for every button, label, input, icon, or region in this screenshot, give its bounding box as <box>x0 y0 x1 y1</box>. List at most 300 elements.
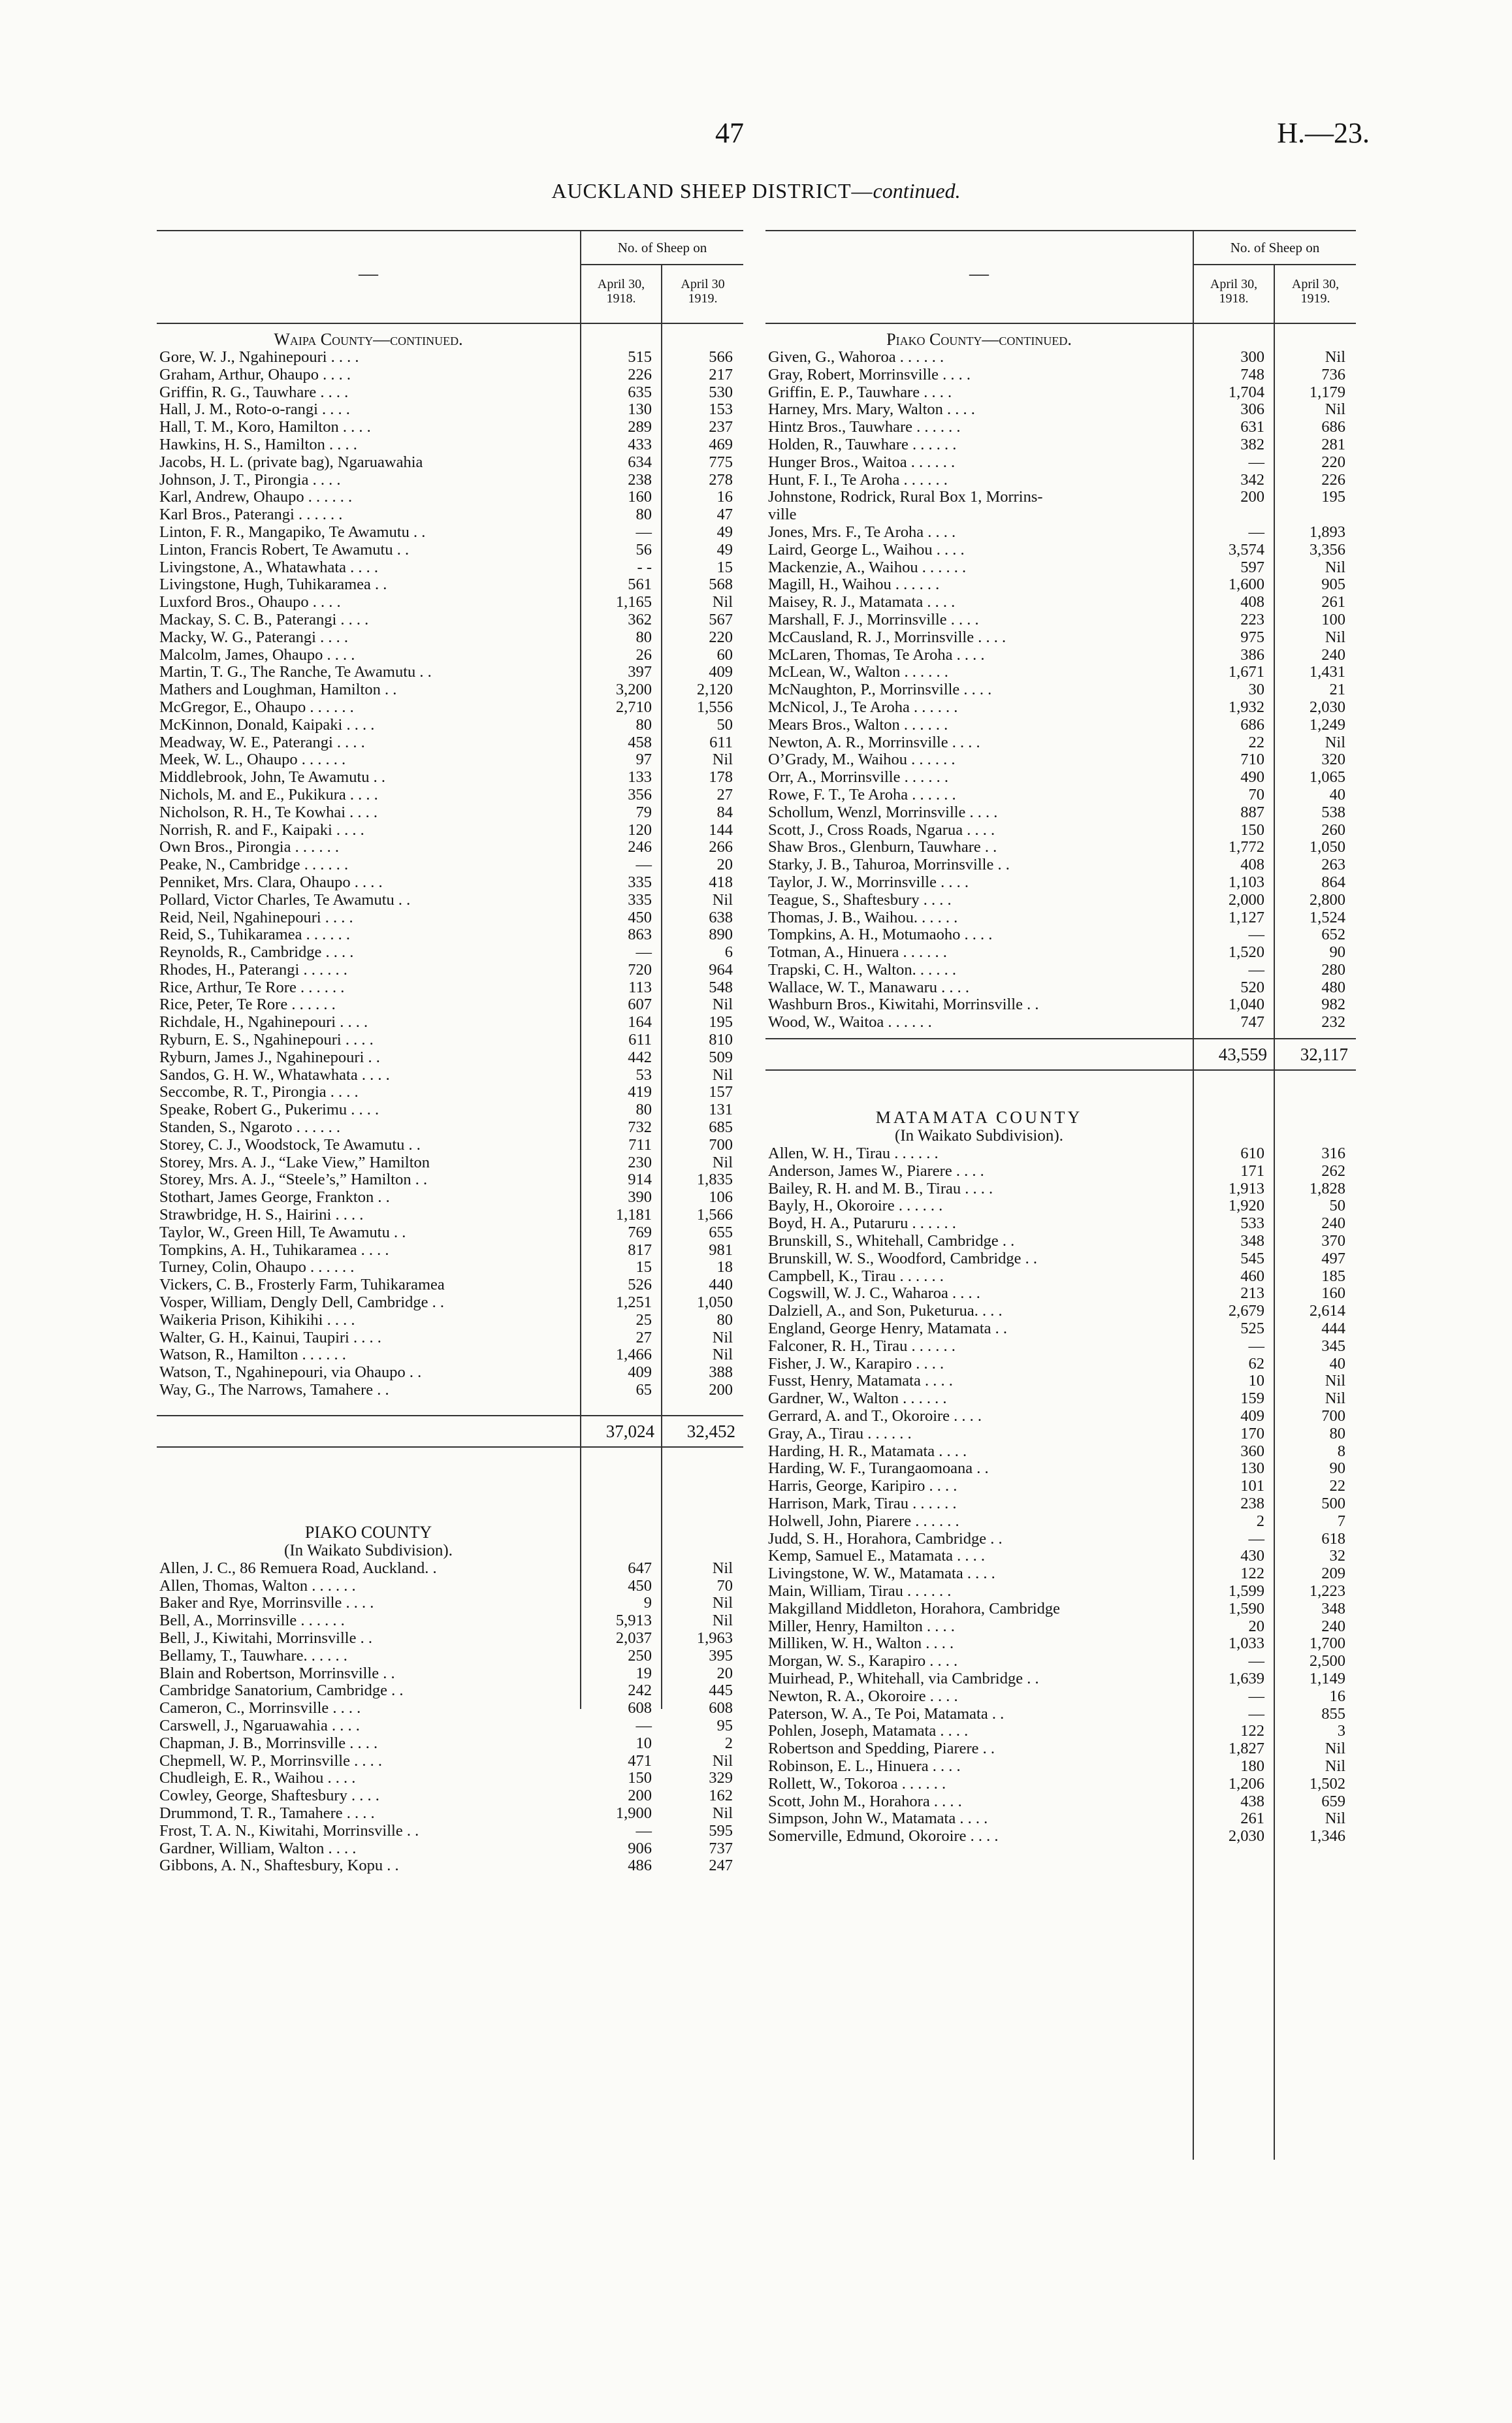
sheep-1918: 3,200 <box>615 681 652 699</box>
owner-name: Holden, R., Tauwhare . . . . . . <box>768 436 957 453</box>
sheep-1919: 981 <box>709 1241 733 1259</box>
sheep-1919: Nil <box>1325 1810 1345 1828</box>
sheep-1919: 700 <box>1321 1407 1345 1425</box>
sheep-1918: 160 <box>628 488 652 506</box>
table-row <box>765 1828 1356 1846</box>
sheep-1918: 250 <box>628 1646 652 1665</box>
owner-name: McLaren, Thomas, Te Aroha . . . . <box>768 646 985 664</box>
sheep-1918: 1,600 <box>1228 576 1264 594</box>
table-row <box>765 472 1356 489</box>
owner-name: Morgan, W. S., Karapiro . . . . <box>768 1653 958 1670</box>
owner-name: Karl, Andrew, Ohaupo . . . . . . <box>159 489 353 506</box>
sheep-1918: 56 <box>635 540 652 559</box>
sheep-1919: 1,556 <box>696 698 733 716</box>
table-row <box>765 1513 1356 1531</box>
owner-name: Harrison, Mark, Tirau . . . . . . <box>768 1495 957 1513</box>
owner-name: Hunger Bros., Waitoa . . . . . . <box>768 453 956 471</box>
table-row <box>157 1119 743 1137</box>
sheep-1919: 1,179 <box>1309 383 1345 401</box>
table-row <box>765 1303 1356 1320</box>
sheep-1919: 775 <box>709 453 733 471</box>
sheep-1919: 262 <box>1321 1162 1345 1180</box>
owner-name: Luxford Bros., Ohaupo . . . . <box>159 594 341 611</box>
sheep-1919: 905 <box>1321 576 1345 594</box>
owner-name: Chepmell, W. P., Morrinsville . . . . <box>159 1752 382 1770</box>
owner-name: Marshall, F. J., Morrinsville . . . . <box>768 611 979 628</box>
table-row <box>765 944 1356 962</box>
owner-name: Robinson, E. L., Hinuera . . . . <box>768 1757 961 1775</box>
left-column <box>157 230 743 1875</box>
sheep-1919: 220 <box>709 628 733 646</box>
table-row <box>765 489 1356 506</box>
table-row <box>157 524 743 542</box>
sheep-1918: 442 <box>628 1048 652 1066</box>
sheep-1918: 471 <box>628 1751 652 1770</box>
sheep-1918: 710 <box>1240 751 1264 769</box>
table-row <box>157 664 743 681</box>
owner-name: Own Bros., Pirongia . . . . . . <box>159 839 339 856</box>
sheep-1918: 335 <box>628 873 652 891</box>
sheep-1919: 1,249 <box>1309 715 1345 734</box>
owner-name: Standen, S., Ngaroto . . . . . . <box>159 1119 340 1137</box>
sheep-1918: 561 <box>628 576 652 594</box>
sheep-1918: — <box>635 943 652 962</box>
owner-name: Livingstone, W. W., Matamata . . . . <box>768 1565 995 1583</box>
owner-name: Schollum, Wenzl, Morrinsville . . . . <box>768 804 998 821</box>
table-row <box>157 647 743 664</box>
sheep-1919: 1,502 <box>1309 1774 1345 1793</box>
sheep-1919: 195 <box>1321 488 1345 506</box>
sheep-1918: 486 <box>628 1857 652 1875</box>
sheep-1919: 1,065 <box>1309 768 1345 787</box>
owner-name: Cowley, George, Shaftesbury . . . . <box>159 1787 379 1805</box>
sheep-1919: 217 <box>709 365 733 383</box>
sheep-1918: 238 <box>1240 1495 1264 1513</box>
sheep-1919: Nil <box>1325 558 1345 576</box>
sheep-1918: 10 <box>1248 1372 1264 1390</box>
sheep-1918: — <box>1248 926 1264 944</box>
table-row <box>157 926 743 944</box>
owner-name: Griffin, E. P., Tauwhare . . . . <box>768 383 952 401</box>
sheep-1919: 84 <box>716 803 733 821</box>
table-row <box>765 1670 1356 1688</box>
table-row <box>765 419 1356 436</box>
sheep-1919: 395 <box>709 1646 733 1665</box>
sheep-1918: 171 <box>1240 1162 1264 1180</box>
sheep-1919: Nil <box>712 1559 733 1577</box>
sheep-1918: 458 <box>628 733 652 751</box>
table-row <box>157 734 743 752</box>
sheep-1919: 32 <box>1329 1547 1345 1565</box>
sheep-1918: 80 <box>635 1101 652 1119</box>
sheep-1919: Nil <box>1325 1390 1345 1408</box>
sheep-1918: 1,033 <box>1228 1634 1264 1653</box>
owner-name: Linton, F. R., Mangapiko, Te Awamutu . . <box>159 523 426 541</box>
table-row <box>765 1145 1356 1163</box>
sheep-1918: 130 <box>1240 1459 1264 1478</box>
table-row <box>157 1823 743 1840</box>
sheep-1918: 1,103 <box>1228 873 1264 891</box>
sheep-1918: — <box>1248 1687 1264 1705</box>
sheep-1918: 526 <box>628 1276 652 1294</box>
sheep-1918: 720 <box>628 960 652 979</box>
section-title-piako: PIAKO COUNTY <box>304 1522 432 1542</box>
sheep-1919: 226 <box>1321 470 1345 489</box>
sheep-1919: 2,500 <box>1309 1652 1345 1670</box>
sheep-1919: 49 <box>716 540 733 559</box>
owner-name: Gore, W. J., Ngahinepouri . . . . <box>159 349 359 366</box>
table-row <box>157 909 743 927</box>
sheep-1918 <box>1193 506 1274 524</box>
sheep-1918: 419 <box>628 1083 652 1101</box>
table-row <box>765 629 1356 647</box>
sheep-1918: 408 <box>1240 856 1264 874</box>
sheep-1919: 144 <box>709 821 733 839</box>
section-subtitle-matamata: (In Waikato Subdivision). <box>895 1127 1063 1145</box>
sheep-1918: 348 <box>1240 1232 1264 1250</box>
table-row <box>157 1595 743 1612</box>
sheep-1919: 27 <box>716 785 733 804</box>
sheep-1919: 162 <box>709 1787 733 1805</box>
sheep-1918: 101 <box>1240 1477 1264 1495</box>
owner-name: Peake, N., Cambridge . . . . . . <box>159 856 349 874</box>
owner-name: Totman, A., Hinuera . . . . . . <box>768 944 947 962</box>
owner-name: Nicholson, R. H., Te Kowhai . . . . <box>159 804 378 821</box>
sheep-1919: 266 <box>709 838 733 856</box>
document-reference: H.—23. <box>1277 117 1370 149</box>
table-row <box>765 769 1356 787</box>
sheep-1919: Nil <box>712 1346 733 1364</box>
sheep-1919: Nil <box>712 1065 733 1084</box>
sheep-1918: 1,671 <box>1228 663 1264 681</box>
sheep-1918: - - <box>637 558 652 576</box>
owner-name: Storey, Mrs. A. J., “Steele’s,” Hamilton . . <box>159 1171 428 1189</box>
table-row <box>765 822 1356 839</box>
owner-name: McLean, W., Walton . . . . . . <box>768 664 948 681</box>
owner-name: Kemp, Samuel E., Matamata . . . . <box>768 1548 986 1565</box>
sheep-1918: 20 <box>1248 1617 1264 1635</box>
sheep-1919: 638 <box>709 908 733 926</box>
table-row <box>765 1338 1356 1356</box>
owner-name: Cambridge Sanatorium, Cambridge . . <box>159 1682 404 1700</box>
table-row <box>765 1443 1356 1461</box>
sheep-1919: 220 <box>1321 453 1345 471</box>
sheep-1918: — <box>1248 1704 1264 1723</box>
owner-name: Mathers and Loughman, Hamilton . . <box>159 681 397 699</box>
table-row <box>157 1770 743 1787</box>
table-row <box>765 874 1356 892</box>
sheep-1918: 53 <box>635 1065 652 1084</box>
owner-name: Rice, Peter, Te Rore . . . . . . <box>159 996 336 1014</box>
table-row <box>157 629 743 647</box>
owner-name: Brunskill, W. S., Woodford, Cambridge . . <box>768 1250 1038 1267</box>
table-row <box>157 472 743 489</box>
sheep-1918: 226 <box>628 365 652 383</box>
table-row <box>765 1810 1356 1828</box>
sheep-1918: 711 <box>628 1135 652 1154</box>
owner-name: Ryburn, E. S., Ngahinepouri . . . . <box>159 1032 374 1049</box>
table-row <box>157 576 743 594</box>
table-row <box>157 822 743 839</box>
sheep-1918: 80 <box>635 628 652 646</box>
owner-name: Fisher, J. W., Karapiro . . . . <box>768 1355 944 1373</box>
sheep-1918: 533 <box>1240 1214 1264 1233</box>
sheep-1918: 450 <box>628 1576 652 1595</box>
owner-name: Hall, J. M., Roto-o-rangi . . . . <box>159 401 350 419</box>
sheep-1918: 597 <box>1240 558 1264 576</box>
owner-name: Falconer, R. H., Tirau . . . . . . <box>768 1337 956 1355</box>
sheep-1918: 647 <box>628 1559 652 1577</box>
table-row <box>765 1776 1356 1793</box>
sheep-1918: 242 <box>628 1682 652 1700</box>
table-row <box>765 611 1356 629</box>
table-row <box>765 594 1356 611</box>
sheep-1918: 10 <box>635 1734 652 1752</box>
header-sheep-count: No. of Sheep on <box>580 231 743 265</box>
sheep-1919: 3 <box>1337 1722 1345 1740</box>
sheep-1918: 1,704 <box>1228 383 1264 401</box>
sheep-1919: 60 <box>716 645 733 664</box>
sheep-1918: 159 <box>1240 1390 1264 1408</box>
owner-name: Main, William, Tirau . . . . . . <box>768 1583 952 1600</box>
owner-name: Strawbridge, H. S., Hairini . . . . <box>159 1207 364 1224</box>
table-row <box>157 1578 743 1595</box>
sheep-1918: 2,710 <box>615 698 652 716</box>
sheep-1919: 982 <box>1321 996 1345 1014</box>
sheep-1919: 90 <box>1329 943 1345 962</box>
table-row <box>765 1653 1356 1670</box>
sheep-1919: 157 <box>709 1083 733 1101</box>
table-row <box>765 559 1356 577</box>
sheep-1919: 50 <box>716 715 733 734</box>
sheep-1918: 200 <box>628 1787 652 1805</box>
owner-name: Nichols, M. and E., Pukikura . . . . <box>159 786 378 804</box>
sheep-1918: 27 <box>635 1328 652 1346</box>
sheep-1918: 65 <box>635 1381 652 1399</box>
sheep-1919: 20 <box>716 1664 733 1682</box>
owner-name: Storey, Mrs. A. J., “Lake View,” Hamilton <box>159 1154 430 1171</box>
table-row <box>765 1390 1356 1408</box>
sheep-1918: 1,206 <box>1228 1774 1264 1793</box>
table-row <box>765 856 1356 874</box>
sheep-1918: 122 <box>1240 1722 1264 1740</box>
owner-name: Allen, Thomas, Walton . . . . . . <box>159 1577 356 1595</box>
sheep-1918: 261 <box>1240 1810 1264 1828</box>
sheep-1918: 306 <box>1240 400 1264 419</box>
owner-name: Reynolds, R., Cambridge . . . . <box>159 944 354 962</box>
sheep-1918: 686 <box>1240 715 1264 734</box>
owner-name: Speake, Robert G., Pukerimu . . . . <box>159 1101 379 1119</box>
table-row <box>765 1706 1356 1723</box>
sheep-1919: 22 <box>1329 1477 1345 1495</box>
owner-name: Boyd, H. A., Putaruru . . . . . . <box>768 1215 956 1233</box>
owner-name: Griffin, R. G., Tauwhare . . . . <box>159 383 349 401</box>
table-row <box>157 1735 743 1753</box>
sheep-1918: 520 <box>1240 978 1264 996</box>
sheep-1918: 1,827 <box>1228 1740 1264 1758</box>
sheep-1919: 49 <box>716 523 733 541</box>
sheep-1918: 382 <box>1240 435 1264 453</box>
table-row <box>765 1758 1356 1776</box>
sheep-1918: 525 <box>1240 1320 1264 1338</box>
owner-name: Reid, S., Tuhikaramea . . . . . . <box>159 926 350 944</box>
table-row <box>765 1548 1356 1565</box>
owner-name: Watson, T., Ngahinepouri, via Ohaupo . . <box>159 1364 422 1382</box>
sheep-1918: 223 <box>1240 610 1264 628</box>
sheep-1919: 80 <box>716 1310 733 1329</box>
table-row <box>765 524 1356 542</box>
sheep-1919: 1,700 <box>1309 1634 1345 1653</box>
owner-name: Livingstone, Hugh, Tuhikaramea . . <box>159 576 387 594</box>
owner-name: Pollard, Victor Charles, Te Awamutu . . <box>159 891 411 909</box>
table-row <box>157 1067 743 1084</box>
sheep-1919: 21 <box>1329 681 1345 699</box>
header-1919: April 30 1919. <box>661 264 743 323</box>
owner-name: Gardner, W., Walton . . . . . . <box>768 1390 947 1408</box>
owner-name: Livingstone, A., Whatawhata . . . . <box>159 559 378 576</box>
sheep-1919: Nil <box>1325 1372 1345 1390</box>
sheep-1919: 70 <box>716 1576 733 1595</box>
sheep-1919: 964 <box>709 960 733 979</box>
owner-name: Allen, W. H., Tirau . . . . . . <box>768 1145 939 1163</box>
sheep-1919: 345 <box>1321 1337 1345 1355</box>
sheep-1918: 863 <box>628 926 652 944</box>
sheep-1919: 659 <box>1321 1792 1345 1810</box>
sheep-1918: 430 <box>1240 1547 1264 1565</box>
sheep-1918: 19 <box>635 1664 652 1682</box>
table-row <box>157 1857 743 1875</box>
sheep-1919: 16 <box>1329 1687 1345 1705</box>
table-row <box>157 1346 743 1364</box>
owner-name: Baker and Rye, Morrinsville . . . . <box>159 1595 374 1612</box>
header-1918: April 30, 1918. <box>1193 264 1274 323</box>
sheep-1918: 150 <box>628 1769 652 1787</box>
owner-name: Thomas, J. B., Waihou. . . . . . <box>768 909 958 926</box>
owner-name: Linton, Francis Robert, Te Awamutu . . <box>159 541 410 559</box>
owner-name: McNicol, J., Te Aroha . . . . . . <box>768 698 958 716</box>
sheep-1918: 2,030 <box>1228 1827 1264 1846</box>
owner-name: Allen, J. C., 86 Remuera Road, Auckland. . <box>159 1559 437 1577</box>
owner-name: England, George Henry, Matamata . . <box>768 1320 1008 1338</box>
table-row <box>157 384 743 402</box>
sheep-1919: Nil <box>712 1804 733 1822</box>
owner-name: Teague, S., Shaftesbury . . . . <box>768 891 952 909</box>
sheep-1918: 70 <box>1248 785 1264 804</box>
sheep-1919: 106 <box>709 1188 733 1207</box>
table-row <box>157 996 743 1014</box>
owner-name: Chapman, J. B., Morrinsville . . . . <box>159 1734 378 1752</box>
owner-name: Given, G., Wahoroa . . . . . . <box>768 349 944 366</box>
table-row <box>765 1356 1356 1373</box>
sheep-1919: 20 <box>716 856 733 874</box>
section-title-waipa: Waipa County—continued. <box>274 330 463 349</box>
sheep-1919: 263 <box>1321 856 1345 874</box>
sheep-1919: 1,893 <box>1309 523 1345 541</box>
sheep-1919 <box>1274 506 1355 524</box>
table-row <box>765 647 1356 664</box>
sheep-1918: 1,520 <box>1228 943 1264 962</box>
owner-name: Bayly, H., Okoroire . . . . . . <box>768 1197 943 1215</box>
table-row <box>765 909 1356 927</box>
sheep-1919: 445 <box>709 1682 733 1700</box>
sheep-1919: 611 <box>709 733 733 751</box>
table-row <box>765 1233 1356 1250</box>
owner-name: Rice, Arthur, Te Rore . . . . . . <box>159 979 345 996</box>
sheep-1919: 40 <box>1329 1354 1345 1373</box>
sheep-1919: 1,223 <box>1309 1582 1345 1600</box>
sheep-1918: 409 <box>628 1363 652 1382</box>
sheep-1918: 3,574 <box>1228 540 1264 559</box>
table-row <box>765 1635 1356 1653</box>
sheep-1918: 97 <box>635 751 652 769</box>
owner-name: Macky, W. G., Paterangi . . . . <box>159 628 348 646</box>
sheep-1919: 548 <box>709 978 733 996</box>
table-row <box>157 1242 743 1260</box>
table-row <box>765 436 1356 454</box>
sheep-1918: 213 <box>1240 1284 1264 1303</box>
owner-name: Campbell, K., Tirau . . . . . . <box>768 1267 944 1285</box>
owner-name: Maisey, R. J., Matamata . . . . <box>768 594 956 611</box>
table-row <box>157 1014 743 1032</box>
sheep-1919: 2,120 <box>696 681 733 699</box>
owner-name: Hawkins, H. S., Hamilton . . . . <box>159 436 357 453</box>
page-title: AUCKLAND SHEEP DISTRICT—continued. <box>551 179 961 203</box>
sheep-1919: 209 <box>1321 1565 1345 1583</box>
table-row <box>765 384 1356 402</box>
table-row <box>157 1665 743 1683</box>
owner-name: Starky, J. B., Tahuroa, Morrinsville . . <box>768 856 1010 874</box>
sheep-1918: 634 <box>628 453 652 471</box>
page-number: 47 <box>715 117 744 149</box>
sheep-1918: 732 <box>628 1118 652 1137</box>
sheep-1919: 2,614 <box>1309 1302 1345 1320</box>
table-row <box>765 962 1356 979</box>
right-column <box>765 230 1356 1846</box>
sheep-1919: Nil <box>1325 400 1345 419</box>
sheep-1918: — <box>635 1716 652 1734</box>
owner-name: Newton, A. R., Morrinsville . . . . <box>768 734 980 751</box>
table-row <box>157 489 743 506</box>
sheep-1918: 1,251 <box>615 1293 652 1312</box>
sheep-1919: 388 <box>709 1363 733 1382</box>
sheep-1919: 3,356 <box>1309 540 1345 559</box>
sheep-1919: Nil <box>712 1153 733 1171</box>
table-row <box>157 717 743 734</box>
table-row <box>157 1612 743 1630</box>
owner-name: McGregor, E., Ohaupo . . . . . . <box>159 698 354 716</box>
owner-name: Chudleigh, E. R., Waihou . . . . <box>159 1770 356 1787</box>
section-title-matamata: MATAMATA COUNTY <box>875 1108 1083 1128</box>
table-row <box>157 1049 743 1067</box>
sheep-1918: 170 <box>1240 1424 1264 1442</box>
sheep-1918: 2 <box>1256 1512 1264 1530</box>
owner-name: Hall, T. M., Koro, Hamilton . . . . <box>159 419 371 436</box>
sheep-1919: 500 <box>1321 1495 1345 1513</box>
owner-name: Mackay, S. C. B., Paterangi . . . . <box>159 611 369 628</box>
sheep-1919: 240 <box>1321 645 1345 664</box>
table-row <box>765 787 1356 804</box>
sheep-1919: 1,835 <box>696 1171 733 1189</box>
owner-name: Washburn Bros., Kiwitahi, Morrinsville . . <box>768 996 1039 1014</box>
owner-name: Gibbons, A. N., Shaftesbury, Kopu . . <box>159 1857 399 1875</box>
table-row <box>765 1531 1356 1548</box>
owner-name: Bailey, R. H. and M. B., Tirau . . . . <box>768 1180 993 1197</box>
waipa-total: 37,024 32,452 <box>157 1415 743 1448</box>
owner-name: Shaw Bros., Glenburn, Tauwhare . . <box>768 839 997 856</box>
owner-name: Drummond, T. R., Tamahere . . . . <box>159 1804 375 1822</box>
owner-name: McCausland, R. J., Morrinsville . . . . <box>768 628 1006 646</box>
owner-name: Waikeria Prison, Kihikihi . . . . <box>159 1311 355 1329</box>
